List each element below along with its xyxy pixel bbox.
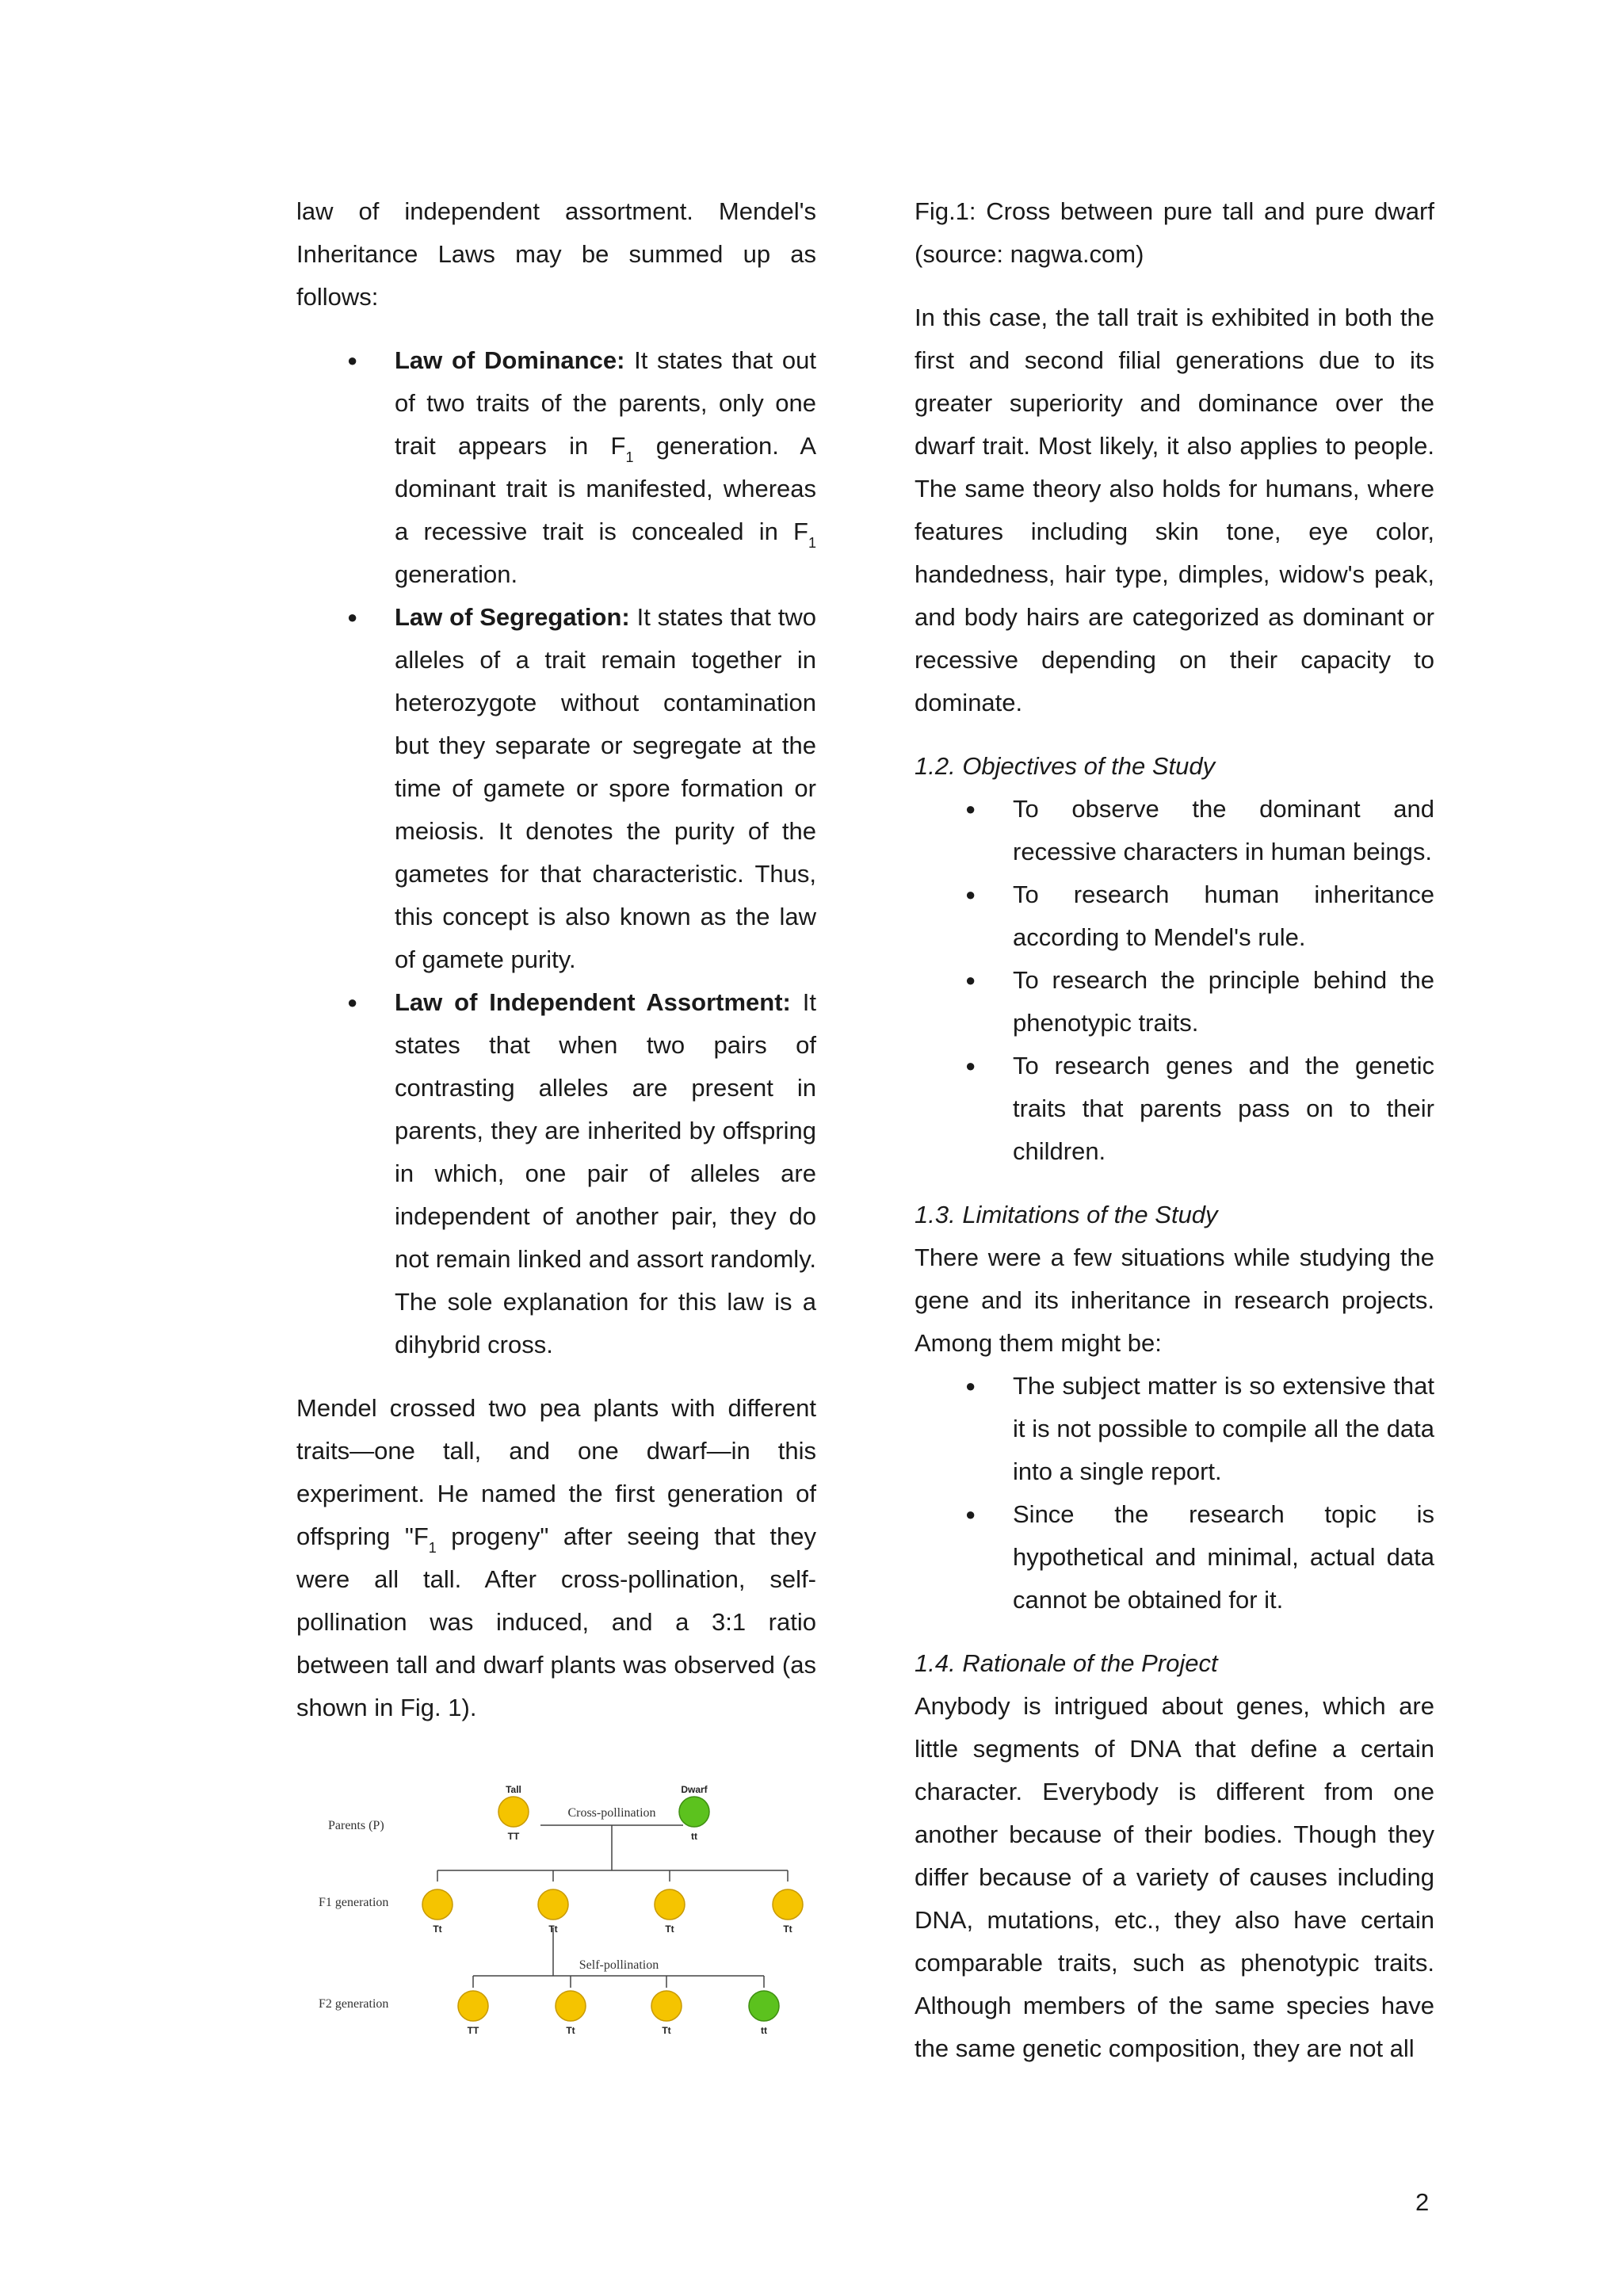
law-term: Law of Independent Assortment:: [395, 988, 791, 1016]
limitations-paragraph: There were a few situations while studying the gene and its inheritance in research projects. Among them might be:: [915, 1244, 1434, 1357]
bullet-icon: ●: [965, 884, 976, 904]
law-term: Law of Segregation:: [395, 603, 630, 631]
tall-trait-paragraph: In this case, the tall trait is exhibited in both the first and second filial generations due to its greater superiority and dominance over the dwarf trait. Most likely, it also applies to people. The same theory also holds for humans, where features including skin tone, eye color, handedness, hair type, dimples, widow's peak, and body hairs are categorized as dominant or recessive depending on their capacity to dominate.: [915, 304, 1434, 716]
genotype-label-f1-1: Tt: [433, 1924, 442, 1935]
tall-plant-f2-3: [651, 1991, 682, 2021]
objectives-list: [915, 788, 1434, 1173]
tall-plant-f1-3: [655, 1889, 685, 1920]
tall-plant-parent-1: [498, 1797, 529, 1827]
figure-caption: Fig.1: Cross between pure tall and pure dwarf (source: nagwa.com): [915, 197, 1434, 268]
heading-objectives: 1.2. Objectives of the Study: [915, 752, 1216, 780]
dwarf-label: Dwarf: [681, 1784, 708, 1795]
row-label-f1: F1 generation: [319, 1896, 389, 1909]
heading-limitations: 1.3. Limitations of the Study: [915, 1201, 1218, 1228]
bullet-icon: ●: [965, 799, 976, 819]
pedigree-diagram: [304, 1783, 819, 2069]
genotype-label-f2-1: TT: [467, 2025, 479, 2036]
mendel-laws-list: [296, 339, 816, 1366]
intro-paragraph: law of independent assortment. Mendel's Inheritance Laws may be summed up as follows:: [296, 197, 816, 311]
tall-plant-f2-1: [458, 1991, 488, 2021]
cross-pollination-label: Cross-pollination: [567, 1806, 656, 1820]
tall-label: Tall: [506, 1784, 521, 1795]
experiment-paragraph: Mendel crossed two pea plants with different traits—one tall, and one dwarf—in this experiment. He named the first generation of offspring "$F_1$ progeny" after seeing that they were all tall. After cross-pollination, self-pollination was induced, and a 3:1 ratio between tall and dwarf plants was observed (as shown in Fig. 1).: [296, 1394, 816, 1721]
bullet-icon: ●: [965, 1376, 976, 1396]
bullet-icon: ●: [965, 1504, 976, 1524]
law-term: Law of Dominance:: [395, 346, 625, 374]
dwarf-plant-parent-2: [679, 1797, 709, 1827]
plant-nodes: [422, 1797, 803, 2036]
genotype-label-f1-4: Tt: [783, 1924, 792, 1935]
genotype-label-f1-2: Tt: [548, 1924, 558, 1935]
tall-plant-f1-2: [538, 1889, 568, 1920]
right-column: [915, 190, 1434, 2070]
bullet-icon: ●: [965, 970, 976, 990]
list-item-law-of-independent-assortment: ● Law of Independent Assortment: It states that when two pairs of contrasting alleles are present in parents, they are inherited by offspring in which, one pair of alleles are independent of another pair, they do not remain linked and assort randomly. The sole explanation for this law is a dihybrid cross.: [395, 981, 816, 1366]
list-item: ● To research genes and the genetic traits that parents pass on to their children.: [1013, 1045, 1434, 1173]
list-item: ● To observe the dominant and recessive characters in human beings.: [1013, 788, 1434, 873]
bullet-icon: ●: [347, 607, 358, 627]
list-item: ● Since the research topic is hypothetical and minimal, actual data cannot be obtained for it.: [1013, 1493, 1434, 1622]
self-pollination-label: Self-pollination: [579, 1958, 659, 1972]
bullet-icon: ●: [347, 992, 358, 1012]
genotype-label-f2-4: tt: [761, 2025, 767, 2036]
list-item: ● The subject matter is so extensive that it is not possible to compile all the data into a single report.: [1013, 1365, 1434, 1493]
limitations-list: [915, 1365, 1434, 1622]
genotype-label-f2-2: Tt: [566, 2025, 575, 2036]
cross-diagram-figure: [304, 1783, 819, 2069]
tall-plant-f1-1: [422, 1889, 453, 1920]
row-label-parents: Parents (P): [328, 1819, 384, 1832]
row-label-f2: F2 generation: [319, 1997, 389, 2011]
tall-plant-f2-2: [556, 1991, 586, 2021]
bullet-icon: ●: [347, 350, 358, 370]
genotype-label-parent-2: tt: [691, 1831, 697, 1842]
list-item-law-of-dominance: ● Law of Dominance: It states that out of two traits of the parents, only one trait appears in $F_1$ generation. A dominant trait is manifested, whereas a recessive trait is concealed in $F_1$ generation.: [395, 339, 816, 596]
genotype-label-f2-3: Tt: [662, 2025, 671, 2036]
tall-plant-f1-4: [773, 1889, 803, 1920]
genotype-label-parent-1: TT: [507, 1831, 520, 1842]
heading-rationale: 1.4. Rationale of the Project: [915, 1649, 1218, 1677]
left-column: [296, 190, 816, 1729]
page-number: 2: [1415, 2188, 1430, 2216]
rationale-paragraph: Anybody is intrigued about genes, which are little segments of DNA that define a certain character. Everybody is different from one another because of their bodies. Though they differ because of a variety of causes including DNA, mutations, etc., they also have certain comparable traits, such as phenotypic traits. Although members of the same species have the same genetic composition, they are not all: [915, 1692, 1434, 2062]
list-item-law-of-segregation: ● Law of Segregation: It states that two alleles of a trait remain together in heterozygote without contamination but they separate or segregate at the time of gamete or spore formation or meiosis. It denotes the purity of the gametes for that characteristic. Thus, this concept is also known as the law of gamete purity.: [395, 596, 816, 981]
genotype-label-f1-3: Tt: [665, 1924, 674, 1935]
list-item: ● To research human inheritance according to Mendel's rule.: [1013, 873, 1434, 959]
list-item: ● To research the principle behind the phenotypic traits.: [1013, 959, 1434, 1045]
dwarf-plant-f2-4: [749, 1991, 779, 2021]
bullet-icon: ●: [965, 1056, 976, 1075]
